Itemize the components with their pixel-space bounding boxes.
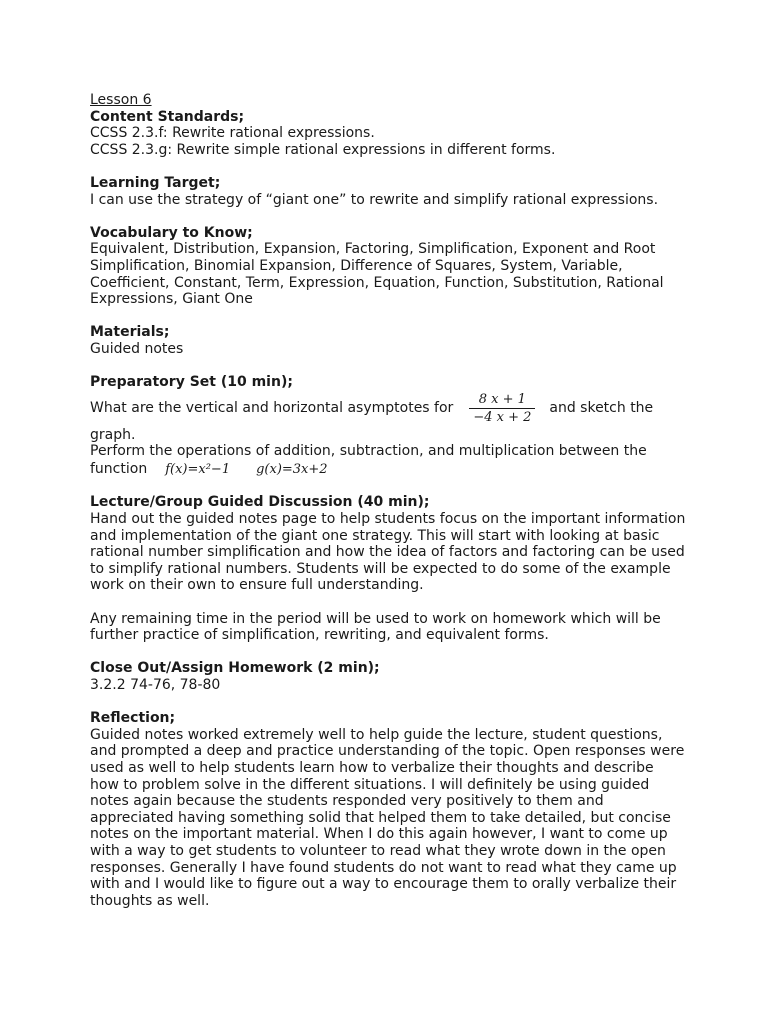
vocabulary-heading: Vocabulary to Know; bbox=[90, 224, 253, 241]
standard-line: CCSS 2.3.g: Rewrite simple rational expressions in different forms. bbox=[90, 141, 556, 158]
fraction-numerator: 8 x + 1 bbox=[469, 392, 535, 409]
preparatory-set-heading: Preparatory Set (10 min); bbox=[90, 374, 293, 391]
lesson-document bbox=[90, 92, 690, 909]
functions-line bbox=[90, 460, 690, 478]
spacer bbox=[90, 208, 690, 225]
standard-line: CCSS 2.3.f: Rewrite rational expressions. bbox=[90, 125, 375, 142]
spacer bbox=[90, 358, 690, 375]
lecture-line: further practice of simplification, rewriting, and equivalent forms. bbox=[90, 627, 549, 644]
function-label: function bbox=[90, 460, 148, 477]
rational-expression-fraction bbox=[469, 392, 535, 425]
spacer bbox=[90, 478, 690, 495]
vocabulary-line: Coefficient, Constant, Term, Expression, Equation, Function, Substitution, Rational bbox=[90, 274, 664, 291]
fraction-denominator: −4 x + 2 bbox=[473, 410, 532, 426]
close-out-heading: Close Out/Assign Homework (2 min); bbox=[90, 660, 380, 677]
asymptote-question-wrap: graph. bbox=[90, 426, 136, 443]
reflection-line: how to problem solve in the different situations. I will definitely be using guided bbox=[90, 776, 650, 793]
reflection-line: thoughts as well. bbox=[90, 892, 210, 909]
asymptote-question-tail: and sketch the bbox=[549, 400, 654, 417]
materials-heading: Materials; bbox=[90, 324, 170, 341]
reflection-line: notes again because the students responded very positively to them and bbox=[90, 793, 604, 810]
vocabulary-line: Equivalent, Distribution, Expansion, Factoring, Simplification, Exponent and Root bbox=[90, 241, 656, 258]
content-standards-heading: Content Standards; bbox=[90, 108, 245, 125]
reflection-line: with a way to get students to volunteer to read what they wrote down in the open bbox=[90, 842, 666, 859]
reflection-line: appreciated having something solid that helped them to take detailed, but concise bbox=[90, 809, 671, 826]
learning-target-heading: Learning Target; bbox=[90, 174, 221, 191]
lecture-heading: Lecture/Group Guided Discussion (40 min); bbox=[90, 494, 430, 511]
asymptote-question bbox=[90, 391, 690, 427]
lesson-title: Lesson 6 bbox=[90, 92, 152, 108]
reflection-line: notes on the important material. When I do this again however, I want to come up bbox=[90, 826, 668, 843]
function-g-expression: g(x)=3x+2 bbox=[256, 461, 328, 477]
materials-text: Guided notes bbox=[90, 340, 184, 357]
lecture-line: work on their own to ensure full understanding. bbox=[90, 577, 424, 594]
lecture-line: rational number simplification and how the idea of factors and factoring can be used bbox=[90, 544, 685, 561]
spacer bbox=[90, 594, 690, 611]
spacer bbox=[90, 644, 690, 661]
operations-line: Perform the operations of addition, subtraction, and multiplication between the bbox=[90, 443, 647, 460]
spacer bbox=[90, 158, 690, 175]
lecture-line: Any remaining time in the period will be used to work on homework which will be bbox=[90, 610, 661, 627]
lecture-line: Hand out the guided notes page to help students focus on the important information bbox=[90, 511, 686, 528]
lecture-line: to simplify rational numbers. Students will be expected to do some of the example bbox=[90, 560, 671, 577]
function-f-expression: f(x)=x²−1 bbox=[165, 461, 231, 477]
asymptote-question-text: What are the vertical and horizontal asymptotes for bbox=[90, 400, 454, 417]
reflection-heading: Reflection; bbox=[90, 710, 176, 727]
reflection-line: Guided notes worked extremely well to help guide the lecture, student questions, bbox=[90, 726, 663, 743]
vocabulary-line: Simplification, Binomial Expansion, Difference of Squares, System, Variable, bbox=[90, 257, 623, 274]
learning-target-text: I can use the strategy of “giant one” to rewrite and simplify rational expressions. bbox=[90, 191, 659, 208]
spacer bbox=[90, 308, 690, 325]
reflection-line: responses. Generally I have found students do not want to read what they came up bbox=[90, 859, 677, 876]
spacer bbox=[90, 694, 690, 711]
lecture-line: and implementation of the giant one strategy. This will start with looking at basic bbox=[90, 527, 660, 544]
vocabulary-line: Expressions, Giant One bbox=[90, 291, 253, 308]
homework-assignment: 3.2.2 74-76, 78-80 bbox=[90, 677, 221, 693]
reflection-line: with and I would like to figure out a way to encourage them to orally verbalize their bbox=[90, 876, 677, 893]
reflection-line: and prompted a deep and practice understanding of the topic. Open responses were bbox=[90, 743, 685, 760]
reflection-line: used as well to help students learn how to verbalize their thoughts and describe bbox=[90, 759, 654, 776]
